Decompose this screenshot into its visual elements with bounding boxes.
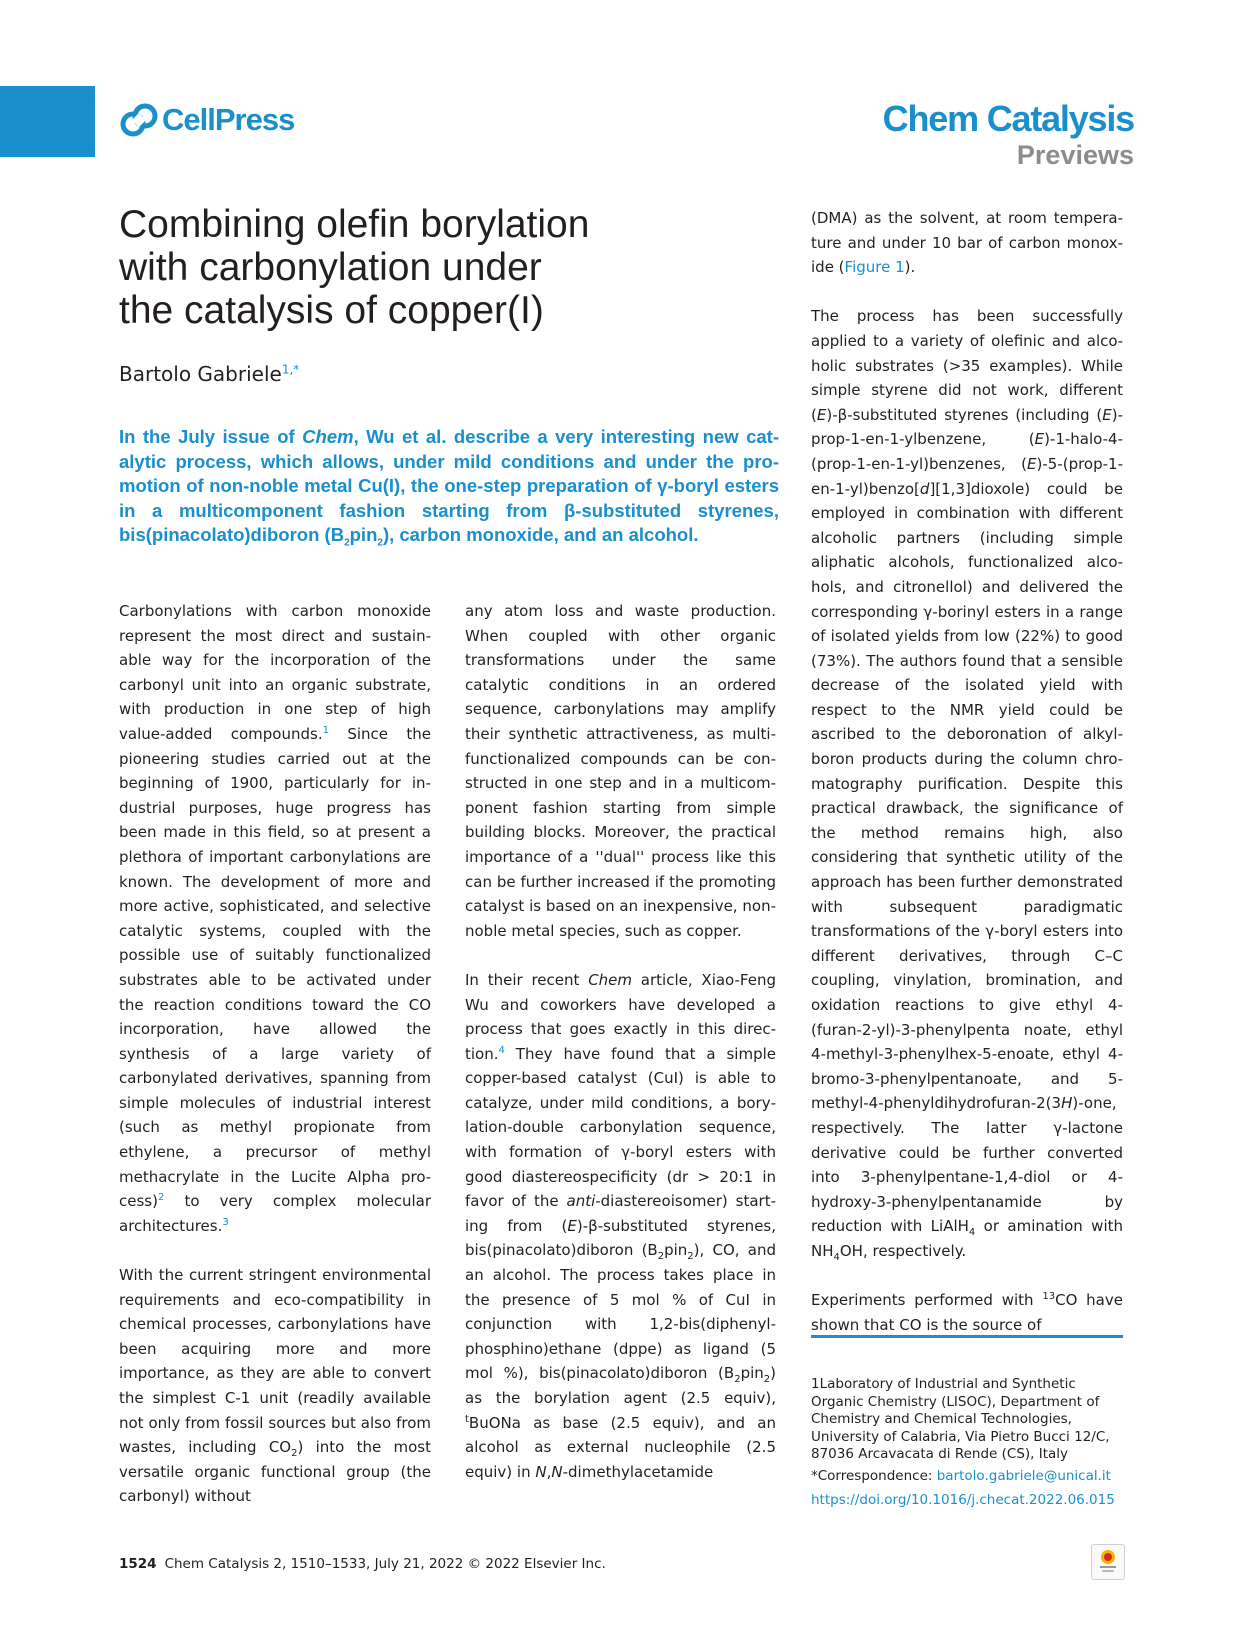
reference-link[interactable]: 1	[322, 724, 329, 736]
paragraph: With the current stringent environmental requirements and eco-compatibility in chemical processes, carbonylations have been acquiring more and more importance, as they are able to convert the simplest C-1 unit (readily available not only from fossil sources but also from wastes, including $CO_2$) into the most versatile organic functional group (the carbonyl) without	[119, 1266, 431, 1506]
paragraph: any atom loss and waste production. When coupled with other organic transformations under the same catalytic conditions in an ordered sequence, carbonylations may amplify their synthetic attractiveness, as multifunctionalized compounds can be constructed in one step and in a multicomponent fashion starting from simple building blocks. Moreover, the practical importance of a ''dual'' process like this can be further increased if the promoting catalyst is based on an inexpensive, non-noble metal species, such as copper.	[465, 602, 776, 940]
check-for-updates-button[interactable]	[1091, 1544, 1125, 1580]
article-title	[119, 203, 679, 332]
paragraph: Experiments performed with $^{13}$CO have shown that CO is the source of	[811, 1291, 1123, 1334]
abstract: In the July issue of Chem, Wu et al. describe a very interesting new catalytic process, which allows, under mild conditions and under the promotion of non-noble metal Cu(I), the one-step preparation of γ-boryl esters in a multicomponent fashion starting from β-substituted styrenes, bis(pinacolato)diboron $(B_2pin_2)$, carbon monoxide, and an alcohol.	[119, 426, 779, 549]
correspondence-label: *Correspondence:	[811, 1468, 937, 1484]
page-number: 1524	[119, 1556, 157, 1572]
cellpress-logo-icon	[120, 103, 158, 137]
header-color-block	[0, 86, 95, 157]
body-column-3	[811, 206, 1123, 1337]
title-line: with carbonylation under	[119, 246, 542, 289]
doi-link[interactable]: https://doi.org/10.1016/j.checat.2022.06.015	[811, 1492, 1115, 1508]
correspondence	[811, 1466, 1131, 1486]
reference-link[interactable]: 3	[222, 1216, 229, 1228]
figure-1-link[interactable]: Figure 1	[844, 258, 905, 277]
body-column-2	[465, 599, 776, 1484]
footnote-divider	[811, 1335, 1123, 1338]
paragraph: (DMA) as the solvent, at room temperature and under 10 bar of carbon monoxide (Figure 1).	[811, 209, 1123, 277]
paragraph: In their recent Chem article, Xiao-Feng Wu and coworkers have developed a process that goes exactly in this direction.$^4$ They have found that a simple copper-based catalyst (CuI) is able to catalyze, under mild conditions, a borylation-double carbonylation sequence, with formation of γ-boryl esters with good diastereospecificity (dr > 20:1 in favor of the anti-diastereoisomer) starting from (E)-β-substituted styrenes, bis(pinacolato)diboron $(B_2pin_2)$, CO, and an alcohol. The process takes place in the presence of 5 mol % of CuI in conjunction with 1,2-bis(diphenylphosphino)ethane (dppe) as ligand (5 mol %), bis(pinacolato)diboron $(B_2pin_2)$ as the borylation agent (2.5 equiv), $^t$BuONa as base (2.5 equiv), and an alcohol as external nucleophile (2.5 equiv) in N,N-dimethylacetamide	[465, 970, 776, 1481]
journal-section: Previews	[1016, 140, 1134, 170]
cellpress-brand[interactable]	[120, 102, 294, 138]
body-column-1	[119, 599, 431, 1509]
author-affiliation-marks[interactable]: 1,*	[281, 362, 300, 377]
reference-link[interactable]: 4	[498, 1044, 505, 1056]
author-line	[119, 362, 299, 386]
title-line: the catalysis of copper(I)	[119, 289, 544, 332]
page-footer	[119, 1556, 606, 1572]
check-for-updates-icon	[1098, 1548, 1118, 1574]
paragraph: Carbonylations with carbon monoxide represent the most direct and sustainable way for the incorporation of the carbonyl unit into an organic substrate, with production in one step of high value-added compounds.$^1$ Since the pioneering studies carried out at the beginning of 1900, particularly for industrial purposes, huge progress has been made in this field, so at present a plethora of important carbonylations are known. The development of more and more active, sophisticated, and selective catalytic systems, coupled with the possible use of suitably functionalized substrates able to be activated under the reaction conditions toward the CO incorporation, have allowed the synthesis of a large variety of carbonylated derivatives, spanning from simple molecules of industrial interest (such as methyl propionate from ethylene, a precursor of methyl methacrylate in the Lucite Alpha process)$^2$ to very complex molecular architectures.$^3$	[119, 602, 431, 1235]
correspondence-email-link[interactable]: bartolo.gabriele@unical.it	[936, 1468, 1111, 1484]
reference-link[interactable]: 2	[157, 1192, 165, 1204]
affiliation-footnote: 1Laboratory of Industrial and Synthetic Organic Chemistry (LISOC), Department of Chemistry and Chemical Technologies, University of Calabria, Via Pietro Bucci 12/C, 87036 Arcavacata di Rende (CS), Italy	[811, 1376, 1110, 1462]
cellpress-wordmark: CellPress	[162, 102, 295, 137]
footer-citation: Chem Catalysis 2, 1510–1533, July 21, 2022 © 2022 Elsevier Inc.	[164, 1556, 606, 1572]
journal-header	[883, 98, 1134, 170]
author-name: Bartolo Gabriele	[119, 362, 282, 386]
paragraph: The process has been successfully applied to a variety of olefinic and alcoholic substrates (>35 examples). While simple styrene did not work, different (E)-β-substituted styrenes (including (E)-prop-1-en-1-ylbenzene, (E)-1-halo-4-(prop-1-en-1-yl)benzenes, (E)-5-(prop-1-en-1-yl)benzo[d][1,3]dioxole) could be employed in combination with different alcoholic partners (including simple aliphatic alcohols, functionalized alcohols, and citronellol) and delivered the corresponding γ-borinyl esters in a range of isolated yields from low (22%) to good (73%). The authors found that a sensible decrease of the isolated yield with respect to the NMR yield could be ascribed to the deboronation of alkylboron products during the column chromatography purification. Despite this practical drawback, the significance of the method remains high, also considering that synthetic utility of the approach has been further demonstrated with subsequent paradigmatic transformations of the γ-boryl esters into different derivatives, through C–C coupling, vinylation, bromination, and oxidation reactions to give ethyl 4-(furan-2-yl)-3-phenylpenta noate, ethyl 4-methyl-3-phenylhex-5-enoate, ethyl 4-bromo-3-phenylpentanoate, and 5-methyl-4-phenyldihydrofuran-2(3H)-one, respectively. The latter γ-lactone derivative could be further converted into 3-phenylpentane-1,4-diol or 4-hydroxy-3-phenylpentanamide by reduction with LiAlH$_4$ or amination with $NH_4OH$, respectively.	[811, 307, 1124, 1263]
journal-name: Chem Catalysis	[882, 98, 1134, 139]
title-line: Combining olefin borylation	[119, 203, 590, 246]
